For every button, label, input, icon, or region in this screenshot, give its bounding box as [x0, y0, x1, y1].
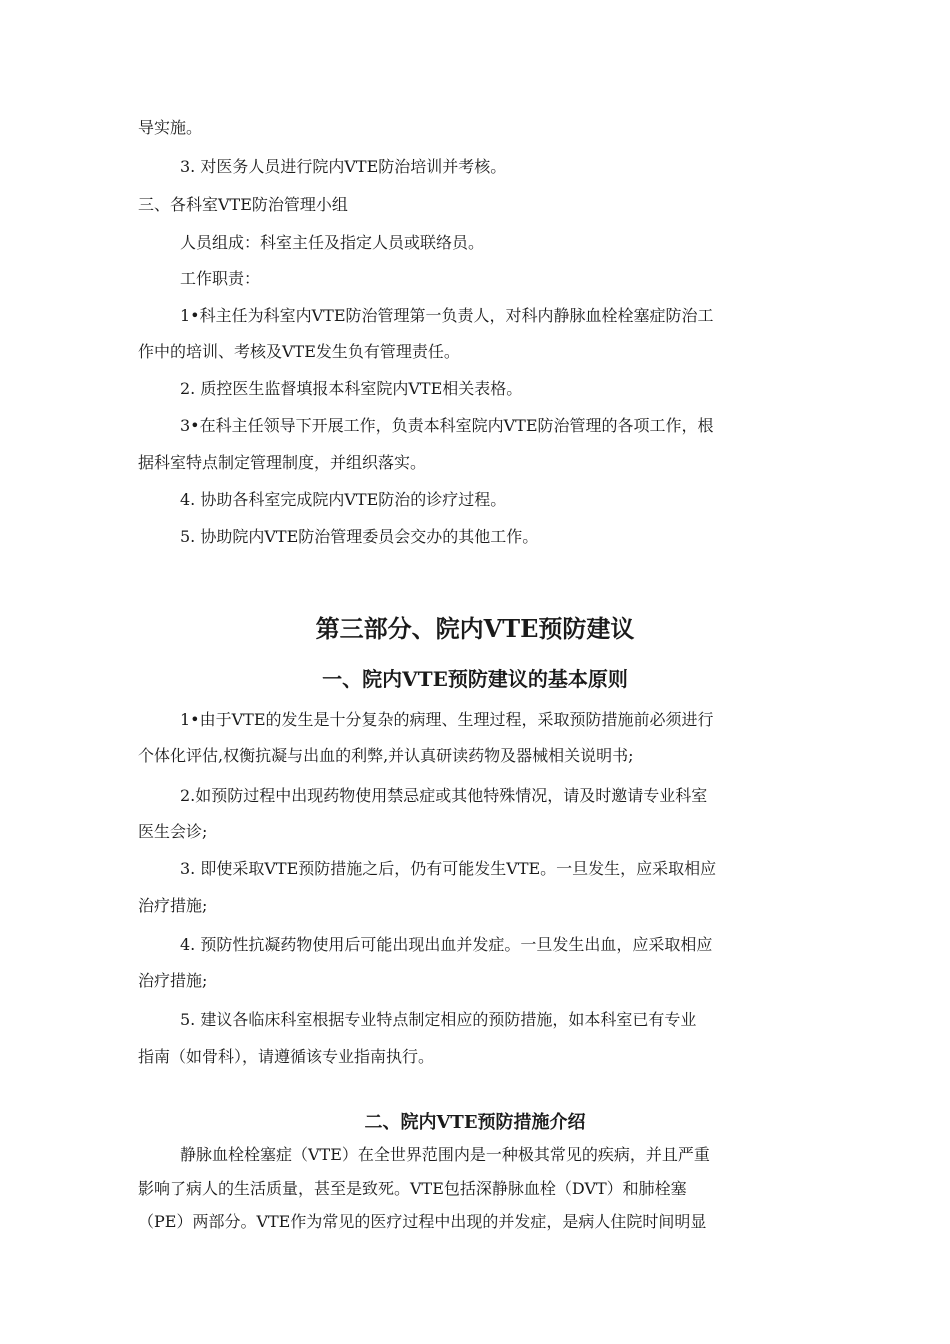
section-heading: 二、院内VTE预防措施介绍	[364, 1112, 586, 1133]
text-line: 治疗措施;	[138, 971, 208, 990]
text-line: 导实施。	[138, 118, 203, 137]
text-line: 据科室特点制定管理制度，并组织落实。	[138, 453, 427, 472]
text-line: 个体化评估,权衡抗凝与出血的利弊,并认真研读药物及器械相关说明书;	[138, 746, 634, 765]
text-line: 工作职责：	[180, 269, 261, 288]
section-heading: 一、院内VTE预防建议的基本原则	[322, 667, 628, 691]
text-line: 2. 质控医生监督填报本科室院内VTE相关表格。	[180, 379, 523, 398]
text-line: 医生会诊;	[138, 822, 208, 841]
text-line: 5. 协助院内VTE防治管理委员会交办的其他工作。	[180, 527, 539, 546]
text-line: 4. 协助各科室完成院内VTE防治的诊疗过程。	[180, 490, 507, 509]
text-line: 影响了病人的生活质量，甚至是致死。VTE包括深静脉血栓（DVT）和肺栓塞	[138, 1179, 687, 1198]
section-heading: 三、各科室VTE防治管理小组	[138, 195, 348, 214]
text-line: （PE）两部分。VTE作为常见的医疗过程中出现的并发症，是病人住院时间明显	[138, 1212, 707, 1231]
text-line: 指南（如骨科），请遵循该专业指南执行。	[138, 1047, 435, 1066]
text-line: 2.如预防过程中出现药物使用禁忌症或其他特殊情况，请及时邀请专业科室	[180, 786, 708, 805]
text-line: 静脉血栓栓塞症（VTE）在全世界范围内是一种极其常见的疾病，并且严重	[180, 1145, 710, 1164]
part-title: 第三部分、院内VTE预防建议	[315, 614, 635, 643]
text-line: 1•科主任为科室内VTE防治管理第一负责人，对科内静脉血栓栓塞症防治工	[180, 306, 714, 325]
text-line: 人员组成：科室主任及指定人员或联络员。	[180, 233, 485, 252]
text-line: 1•由于VTE的发生是十分复杂的病理、生理过程，采取预防措施前必须进行	[180, 710, 714, 729]
text-line: 治疗措施;	[138, 896, 208, 915]
text-line: 3•在科主任领导下开展工作，负责本科室院内VTE防治管理的各项工作，根	[180, 416, 714, 435]
text-line: 作中的培训、考核及VTE发生负有管理责任。	[138, 342, 460, 361]
text-line: 3. 即使采取VTE预防措施之后，仍有可能发生VTE。一旦发生，应采取相应	[180, 859, 717, 878]
text-line: 3. 对医务人员进行院内VTE防治培训并考核。	[180, 157, 507, 176]
text-line: 5. 建议各临床科室根据专业特点制定相应的预防措施，如本科室已有专业	[180, 1010, 697, 1029]
text-line: 4. 预防性抗凝药物使用后可能出现出血并发症。一旦发生出血，应采取相应	[180, 935, 713, 954]
